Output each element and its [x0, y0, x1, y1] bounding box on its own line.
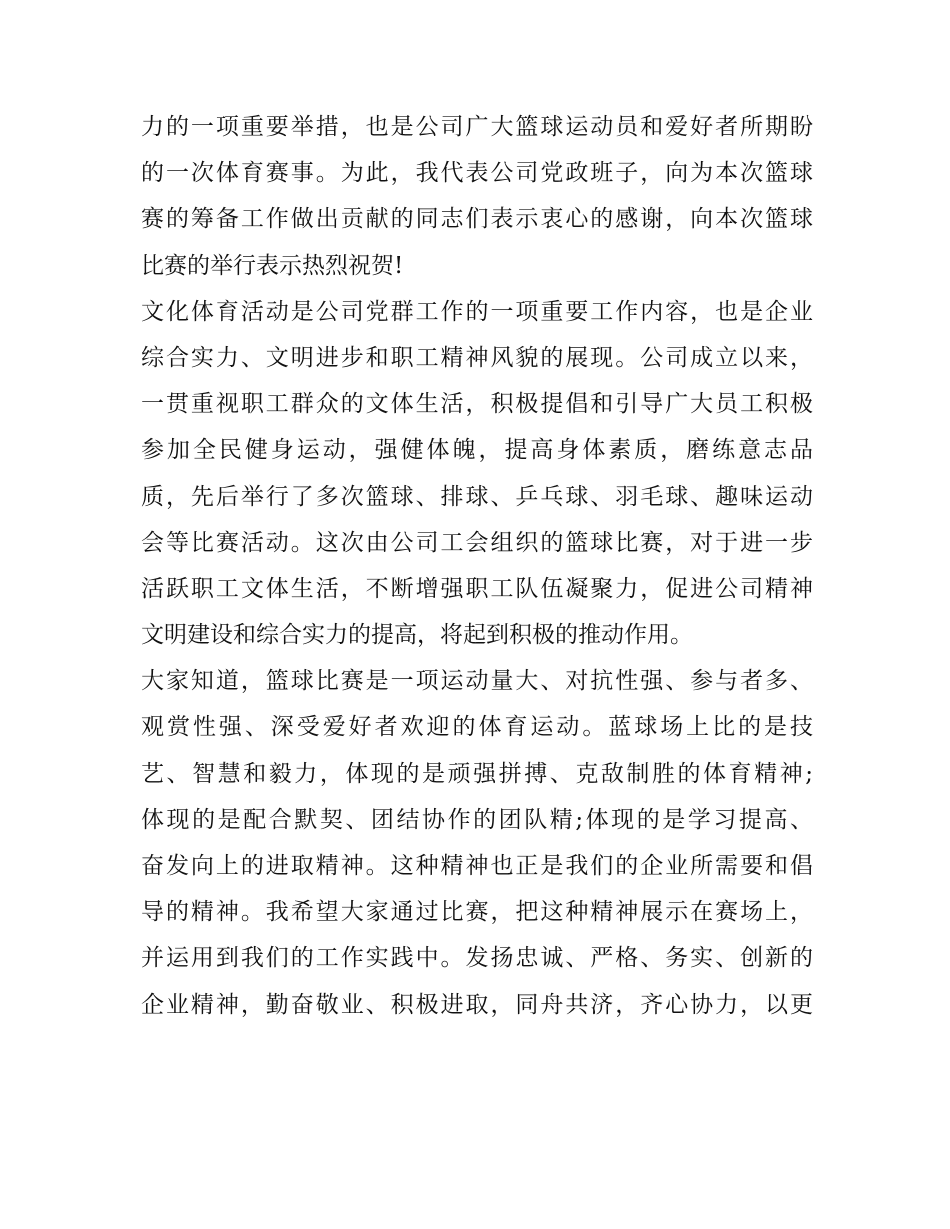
text-line: 并运用到我们的工作实践中。发扬忠诚、严格、务实、创新的: [141, 945, 813, 972]
text-line: 文明建设和综合实力的提高，将起到积极的推动作用。: [141, 622, 693, 649]
text-line: 综合实力、文明进步和职工精神风貌的展现。公司成立以来，: [141, 344, 813, 371]
text-line: 大家知道，篮球比赛是一项运动量大、对抗性强、参与者多、: [141, 668, 813, 695]
text-line: 的一次体育赛事。为此，我代表公司党政班子，向为本次篮球: [141, 160, 813, 187]
text-line: 赛的筹备工作做出贡献的同志们表示衷心的感谢，向本次篮球: [141, 206, 813, 233]
text-line: 一贯重视职工群众的文体生活，积极提倡和引导广大员工积极: [141, 391, 813, 418]
text-line: 企业精神，勤奋敬业、积极进取，同舟共济，齐心协力，以更: [141, 991, 813, 1018]
text-line: 导的精神。我希望大家通过比赛，把这种精神展示在赛场上，: [141, 899, 813, 926]
text-line: 艺、智慧和毅力，体现的是顽强拼搏、克敌制胜的体育精神;: [141, 760, 813, 787]
body-text: [141, 104, 813, 1028]
text-line: 文化体育活动是公司党群工作的一项重要工作内容，也是企业: [141, 298, 813, 325]
text-line: 会等比赛活动。这次由公司工会组织的篮球比赛，对于进一步: [141, 529, 813, 556]
text-line: 体现的是配合默契、团结协作的团队精;体现的是学习提高、: [141, 806, 813, 833]
text-line: 比赛的举行表示热烈祝贺!: [141, 252, 404, 279]
text-line: 活跃职工文体生活，不断增强职工队伍凝聚力，促进公司精神: [141, 575, 813, 602]
text-line: 质，先后举行了多次篮球、排球、乒乓球、羽毛球、趣味运动: [141, 483, 813, 510]
text-line: 观赏性强、深受爱好者欢迎的体育运动。蓝球场上比的是技: [141, 714, 813, 741]
text-line: 参加全民健身运动，强健体魄，提高身体素质，磨练意志品: [141, 437, 813, 464]
text-line: 奋发向上的进取精神。这种精神也正是我们的企业所需要和倡: [141, 853, 813, 879]
text-line: 力的一项重要举措，也是公司广大篮球运动员和爱好者所期盼: [141, 114, 813, 140]
